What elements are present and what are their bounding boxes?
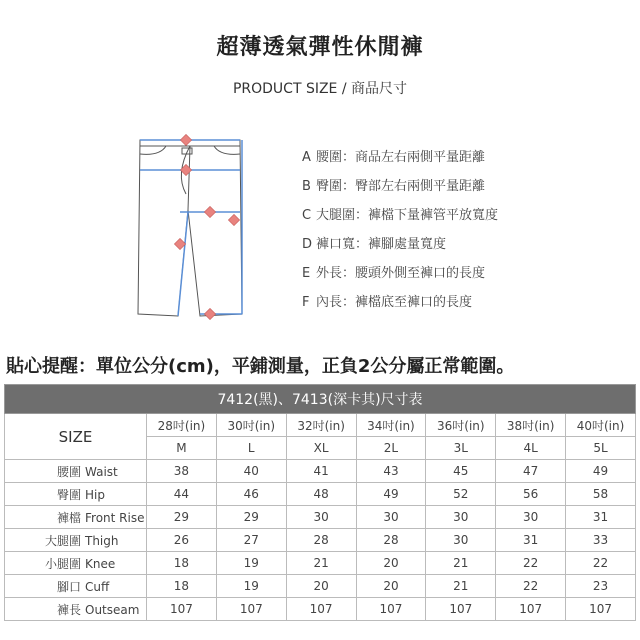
value-cell: 107 xyxy=(496,598,566,621)
table-row-hip xyxy=(5,483,636,506)
value-cell: 30 xyxy=(426,529,496,552)
legend-letter: E xyxy=(302,266,311,281)
value-cell: 41 xyxy=(286,460,356,483)
legend-item xyxy=(302,175,498,204)
value-cell: 19 xyxy=(216,575,286,598)
legend-item xyxy=(302,146,498,175)
marker-d xyxy=(204,308,215,319)
marker-e xyxy=(228,214,239,225)
value-cell: 47 xyxy=(496,460,566,483)
inch-cell: 38吋(in) xyxy=(496,414,566,437)
value-cell: 107 xyxy=(566,598,636,621)
table-row-waist xyxy=(5,460,636,483)
value-cell: 21 xyxy=(426,552,496,575)
row-label xyxy=(5,483,147,506)
value-cell: 29 xyxy=(147,506,217,529)
size-label: SIZE xyxy=(5,414,147,460)
legend-item xyxy=(302,204,498,233)
row-label-en: Cuff xyxy=(85,579,110,594)
value-cell: 58 xyxy=(566,483,636,506)
table-row-cuff xyxy=(5,575,636,598)
value-cell: 18 xyxy=(147,575,217,598)
value-cell: 52 xyxy=(426,483,496,506)
pants-outline xyxy=(138,140,242,316)
measure-lines xyxy=(140,140,242,316)
measurement-legend xyxy=(302,146,498,320)
value-cell: 30 xyxy=(496,506,566,529)
row-label-zh: 腰圍 xyxy=(56,464,81,479)
value-cell: 45 xyxy=(426,460,496,483)
value-cell: 49 xyxy=(356,483,426,506)
legend-item xyxy=(302,233,498,262)
row-label-en: Hip xyxy=(85,487,105,502)
value-cell: 48 xyxy=(286,483,356,506)
legend-letter: C xyxy=(302,208,312,223)
value-cell: 19 xyxy=(216,552,286,575)
size-cell: 4L xyxy=(496,437,566,460)
value-cell: 20 xyxy=(356,575,426,598)
size-cell: L xyxy=(216,437,286,460)
table-row-outseam xyxy=(5,598,636,621)
row-label-zh: 腳口 xyxy=(56,579,81,594)
inch-cell: 28吋(in) xyxy=(147,414,217,437)
legend-text: 褲口寬：褲腳處量寬度 xyxy=(316,237,447,252)
legend-text: 外長：腰頭外側至褲口的長度 xyxy=(316,266,486,281)
value-cell: 18 xyxy=(147,552,217,575)
row-label xyxy=(5,598,147,621)
value-cell: 20 xyxy=(286,575,356,598)
value-cell: 21 xyxy=(426,575,496,598)
value-cell: 30 xyxy=(286,506,356,529)
size-cell: M xyxy=(147,437,217,460)
inch-cell: 34吋(in) xyxy=(356,414,426,437)
value-cell: 107 xyxy=(426,598,496,621)
value-cell: 31 xyxy=(566,506,636,529)
size-table xyxy=(4,384,636,621)
legend-text: 臀圍：臀部左右兩側平量距離 xyxy=(316,179,486,194)
value-cell: 27 xyxy=(216,529,286,552)
size-table-header: 7412(黑)、7413(深卡其)尺寸表 xyxy=(5,385,636,414)
row-label-zh: 褲長 xyxy=(56,602,81,617)
table-row-thigh xyxy=(5,529,636,552)
value-cell: 30 xyxy=(426,506,496,529)
row-label-en: Outseam xyxy=(85,602,140,617)
page-title: 超薄透氣彈性休閒褲 xyxy=(216,35,424,60)
row-label xyxy=(5,506,147,529)
row-label-en: Thigh xyxy=(85,533,119,548)
legend-text: 大腿圍：褲檔下量褲管平放寬度 xyxy=(316,208,499,223)
value-cell: 43 xyxy=(356,460,426,483)
row-label-zh: 大腿圍 xyxy=(44,533,81,548)
measure-markers xyxy=(174,134,239,319)
legend-letter: F xyxy=(302,295,310,310)
value-cell: 31 xyxy=(496,529,566,552)
size-cell: 2L xyxy=(356,437,426,460)
value-cell: 30 xyxy=(356,506,426,529)
row-label xyxy=(5,529,147,552)
value-cell: 23 xyxy=(566,575,636,598)
value-cell: 22 xyxy=(566,552,636,575)
row-label-zh: 小腿圍 xyxy=(44,556,81,571)
value-cell: 107 xyxy=(216,598,286,621)
legend-item xyxy=(302,262,498,291)
size-table-container xyxy=(4,384,636,621)
table-row-front-rise xyxy=(5,506,636,529)
row-label-zh: 褲檔 xyxy=(56,510,81,525)
value-cell: 21 xyxy=(286,552,356,575)
value-cell: 107 xyxy=(356,598,426,621)
row-label xyxy=(5,575,147,598)
row-label-en: Waist xyxy=(85,464,118,479)
legend-text: 內長：褲檔底至褲口的長度 xyxy=(316,295,473,310)
marker-a xyxy=(180,134,191,145)
value-cell: 22 xyxy=(496,575,566,598)
size-cell: 3L xyxy=(426,437,496,460)
value-cell: 26 xyxy=(147,529,217,552)
row-label-zh: 臀圍 xyxy=(56,487,81,502)
value-cell: 28 xyxy=(286,529,356,552)
legend-letter: D xyxy=(302,237,313,252)
value-cell: 56 xyxy=(496,483,566,506)
legend-letter: B xyxy=(302,179,311,194)
row-label-en: Knee xyxy=(85,556,116,571)
value-cell: 20 xyxy=(356,552,426,575)
legend-item xyxy=(302,291,498,320)
row-label xyxy=(5,460,147,483)
legend-letter: A xyxy=(302,150,311,165)
pants-diagram xyxy=(130,124,250,324)
value-cell: 49 xyxy=(566,460,636,483)
value-cell: 40 xyxy=(216,460,286,483)
value-cell: 46 xyxy=(216,483,286,506)
inch-row xyxy=(5,414,636,437)
inch-cell: 30吋(in) xyxy=(216,414,286,437)
value-cell: 44 xyxy=(147,483,217,506)
page-subtitle: PRODUCT SIZE / 商品尺寸 xyxy=(232,81,408,97)
value-cell: 22 xyxy=(496,552,566,575)
size-cell: XL xyxy=(286,437,356,460)
marker-c xyxy=(204,206,215,217)
value-cell: 28 xyxy=(356,529,426,552)
size-cell: 5L xyxy=(566,437,636,460)
inch-cell: 36吋(in) xyxy=(426,414,496,437)
inch-cell: 40吋(in) xyxy=(566,414,636,437)
row-label xyxy=(5,552,147,575)
value-cell: 107 xyxy=(147,598,217,621)
table-row-knee xyxy=(5,552,636,575)
row-label-en: Front Rise xyxy=(85,510,145,525)
value-cell: 107 xyxy=(286,598,356,621)
value-cell: 38 xyxy=(147,460,217,483)
inch-cell: 32吋(in) xyxy=(286,414,356,437)
legend-text: 腰圍：商品左右兩側平量距離 xyxy=(316,150,486,165)
value-cell: 33 xyxy=(566,529,636,552)
measurement-note: 貼心提醒：單位公分(cm)，平鋪測量，正負2公分屬正常範圍。 xyxy=(6,356,515,377)
value-cell: 29 xyxy=(216,506,286,529)
